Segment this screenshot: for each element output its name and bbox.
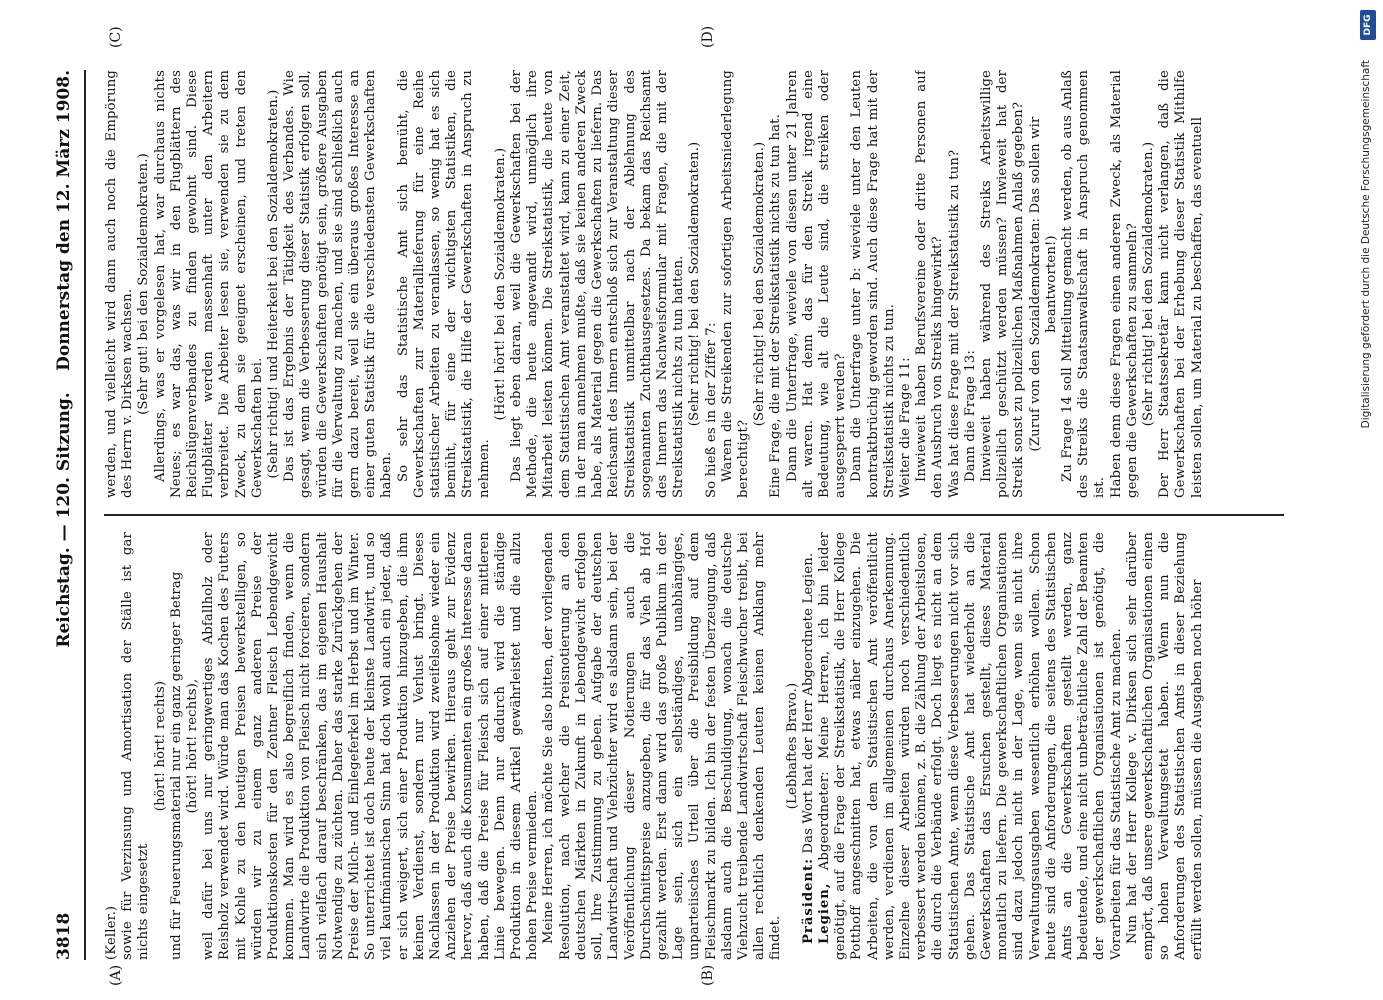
session-date: Donnerstag den 12. März 1908. xyxy=(54,70,74,371)
speaker-name: Präsident: xyxy=(800,857,816,944)
paragraph-text: Das ist das Ergebnis der Tätigkeit des Verbandes. Wie gesagt, wenn die Verbesserung dieser Statistik erfolgen soll, würden die Gewerkschaften genötigt sein, größere Ausgaben für die Verwaltung zu machen, und sie sind schließlich auch gern dazu bereit, weil sie ein überaus großes Interesse an einer guten Statistik für die verschiedensten Gewerkschaften haben. xyxy=(282,70,395,498)
paragraph xyxy=(282,70,395,498)
paragraph xyxy=(185,532,201,960)
paragraph-text: (Sehr richtig! bei den Sozialdemokraten.) xyxy=(687,141,703,427)
paragraph xyxy=(1141,70,1157,498)
paragraph-text: Nun hat der Herr Kollege v. Dirksen sich sehr darüber empört, daß unsere gewerkschaftlichen Organisationen einen so hohen Verwaltungsetat haben. Wenn nun die Anforderungen des Statistischen Amts in dieser Beziehung erfüllt werden sollen, müssen die Ausgaben noch höher xyxy=(1124,532,1205,960)
paragraph xyxy=(687,70,703,498)
paragraph xyxy=(785,70,850,498)
left-column xyxy=(104,532,1284,960)
paragraph-text: Waren die Streikenden zur sofortigen Arbeitsniederlegung berechtigt? xyxy=(719,70,751,498)
paragraph-text: Dann die Frage 13: xyxy=(962,350,978,482)
paragraph-text: Das liegt eben daran, weil die Gewerkschaften bei der Methode, die heute angewandt wird, unmöglich ihre Mitarbeit leisten können. Die Streikstatistik, die heute von dem Statistischen Amt veranstaltet wird, kann zu einer Zeit, in der man annehmen mußte, daß sie keinen anderen Zweck habe, als Material gegen die Gewerkschaften zu liefern. Das Reichsamt des Innern entschloß sich zur Veranstaltung dieser Streikstatistik unmittelbar nach der Ablehnung des sogenannten Zuchthausgesetzes. Da bekam das Reichsamt des Innern das Nachweisformular mit Fragen, die mit der Streikstatistik nichts zu tun hatten. xyxy=(509,70,687,498)
paragraph xyxy=(979,70,1028,498)
paragraph-text: (Keller.) xyxy=(104,905,119,960)
paragraph xyxy=(849,70,898,498)
paragraph-text: weil dafür bei uns nur geringwertiges Abfallholz oder Reisholz verwendet wird. Würde man das Kochen des Futters mit Kohle zu den heutigen Preisen bewerkstelligen, so würden wir zu einem ganz anderen Preise der Produktionskosten für den Zentner Fleisch Lebendgewicht kommen. Man wird es also begreiflich finden, wenn die Landwirte die Produktion von Fleisch nicht forcieren, sondern sich vielfach darauf beschränken, das im eigenen Haushalt Notwendige zu züchten. Daher das starke Zurückgehen der Preise der Milch- und Einlegeferkel im Herbst und im Winter. So unterrichtet ist doch heute der kleinste Landwirt, und so viel kaufmännischen Sinn hat doch wohl auch ein jeder, daß er sich weigert, sich einer Produktion hinzugeben, die ihm keinen Verdienst, sondern nur Verlust bringt. Dieses Nachlassen in der Produktion wird zweifelsohne wieder ein Anziehen der Preise bewirken. Hieraus geht zur Evidenz hervor, daß auch die Konsumenten ein großes Interesse daran haben, daß die Preise für Fleisch sich auf einer mittleren Linie bewegen. Denn nur dadurch wird die ständige Produktion in diesem Artikel gewährleistet und die allzu hohen Preise vermieden. xyxy=(201,532,541,960)
paragraph xyxy=(914,70,946,498)
paragraph xyxy=(1109,70,1141,498)
paragraph xyxy=(153,532,169,960)
paragraph-text: Was hat diese Frage mit der Streikstatistik zu tun? xyxy=(946,149,962,498)
paragraph-text: So hieß es in der Ziffer 7: xyxy=(703,322,719,498)
paragraph xyxy=(947,70,963,498)
right-column xyxy=(104,70,1284,498)
paragraph-text: Allerdings, was er vorgelesen hat, war durchaus nichts Neues; es war das, was wir in den Flugblättern des Reichslügenverbandes zu finden gewohnt sind. Diese Flugblätter werden massenhaft unter den Arbeitern verbreitet. Die Arbeiter lesen sie, verwenden sie zu dem Zweck, zu dem sie geeignet erscheinen, und treten den Gewerkschaften bei. xyxy=(152,70,265,498)
paragraph-text: (hört! hört! rechts), xyxy=(185,678,201,814)
paragraph-text: (Hört! hört! bei den Sozialdemokraten.) xyxy=(492,147,508,421)
paragraph xyxy=(266,70,282,498)
paragraph xyxy=(817,532,1125,960)
session-title: Reichstag. — 120. Sitzung. xyxy=(54,392,74,648)
paragraph xyxy=(104,70,136,498)
paragraph-text: Weiter die Frage 11: xyxy=(897,357,913,498)
paragraph xyxy=(396,70,493,498)
paragraph-text: (Zuruf von den Sozialdemokraten: Das sollen wir beantworten!) xyxy=(1027,116,1059,452)
margin-marker-c: (C) xyxy=(108,26,124,48)
paragraph xyxy=(963,70,979,498)
paragraph-text: (Sehr richtig! bei den Sozialdemokraten.) xyxy=(1141,141,1156,427)
paragraph xyxy=(509,70,687,498)
digitization-credit: Digitalisierung gefördert durch die Deutsche Forschungsgemeinschaft xyxy=(1360,60,1372,429)
column-divider xyxy=(104,514,1284,516)
paragraph-text: Dann die Unterfrage, wieviele von diesen unter 21 Jahren alt waren. Hat denn das für den Streik irgend eine Bedeutung, wie alt die Leute sind, die streiken oder ausgesperrt werden? xyxy=(784,70,849,498)
paragraph-text: Eine Frage, die mit der Streikstatistik nichts zu tun hat. xyxy=(768,114,784,498)
paragraph-text: und für Feuerungsmaterial nur ein ganz geringer Betrag xyxy=(168,571,184,960)
paragraph xyxy=(898,70,914,498)
paragraph xyxy=(541,532,784,960)
paragraph xyxy=(104,532,120,960)
paragraph-text: werden, und vielleicht wird dann auch noch die Empörung des Herrn v. Dirksen wachsen. xyxy=(104,70,136,498)
margin-marker-a: (A) xyxy=(108,964,124,986)
paragraph-text: (Sehr gut! bei den Sozialdemokraten.) xyxy=(136,153,152,415)
paragraph-text: Haben denn diese Fragen einen anderen Zweck, als Material gegen die Gewerkschaften zu sammeln? xyxy=(1108,70,1140,498)
paragraph xyxy=(1028,70,1060,498)
paragraph-text: Abgeordneter: Meine Herren, ich bin leider genötigt, auf die Frage der Streikstatistik, die Herr Kollege Potthoff angeschnitten hat, etwas näher einzugehen. Die Arbeiten, die von dem Statistischen Amt veröffentlicht werden, verdienen im allgemeinen durchaus Anerkennung. Einzelne dieser Arbeiten würden noch verschiedentlich verbessert werden können, z. B. die Zählung der Arbeitslosen, die durch die Verbände erfolgt. Doch liegt es nicht an dem Statistischen Amte, wenn diese Verbesserungen nicht vor sich gehen. Das Statistische Amt hat wiederholt an die Gewerkschaften das Ersuchen gestellt, dieses Material monatlich zu liefern. Die gewerkschaftlichen Organisationen sind dazu jedoch nicht in der Lage, wenn sie nicht ihre Verwaltungsausgaben wesentlich erhöhen wollen. Schon heute sind die Anforderungen, die seitens des Statistischen Amts an die Gewerkschaften gestellt werden, ganz bedeutende, und eine nicht unbeträchtliche Zahl der Beamten der gewerkschaftlichen Organisationen ist genötigt, die Vorarbeiten für das Statistische Amt zu machen. xyxy=(816,532,1124,960)
paragraph-text: (Sehr richtig! bei den Sozialdemokraten.) xyxy=(752,141,768,427)
paragraph xyxy=(169,532,185,960)
margin-marker-d: (D) xyxy=(700,25,716,48)
paragraph-text: (Lebhaftes Bravo.) xyxy=(784,682,800,810)
paragraph xyxy=(768,70,784,498)
paragraph xyxy=(201,532,541,960)
speaker-name: Legien, xyxy=(816,882,832,944)
paragraph-text: So sehr das Statistische Amt sich bemüht, die Gewerkschaften zur Materiallieferung für eine Reihe statistischer Arbeiten zu veranlassen, so wenig hat es sich bemüht, für eine der wichtigsten Statistiken, die Streikstatistik, die Hilfe der Gewerkschaften in Anspruch zu nehmen. xyxy=(395,70,492,498)
margin-marker-b: (B) xyxy=(700,964,716,986)
paragraph xyxy=(1125,532,1206,960)
paragraph xyxy=(704,70,720,498)
paragraph-text: Inwieweit haben während des Streiks Arbeitswillige polizeilich geschützt werden müssen? Inwieweit hat der Streik sonst zu polizeilichen Maßnahmen Anlaß gegeben? xyxy=(978,70,1027,498)
paragraph-text: (Sehr richtig! und Heiterkeit bei den Sozialdemokraten.) xyxy=(266,89,282,479)
paragraph xyxy=(120,532,152,960)
paragraph xyxy=(153,70,266,498)
paragraph-text: Zu Frage 14 soll Mitteilung gemacht werden, ob aus Anlaß des Streiks die Staatsanwaltschaft in Anspruch genommen ist. xyxy=(1059,70,1108,498)
paragraph-text: Meine Herren, ich möchte Sie also bitten, der vorliegenden Resolution, nach welcher die Preisnotierung an den deutschen Märkten in Zukunft in Lebendgewicht erfolgen soll, Ihre Zustimmung zu geben. Aufgabe der deutschen Landwirtschaft und Viehzüchter wird es alsdann sein, bei der Veröffentlichung dieser Notierungen auch die Durchschnittspreise anzugeben, die für das Vieh ab Hof gezahlt werden. Erst dann wird das große Publikum in der Lage sein, sich ein selbständiges, unabhängiges, unparteiisches Urteil über die Preisbildung auf dem Fleischmarkt zu bilden. Ich bin der festen Überzeugung, daß alsdann auch die Beschuldigung, wonach die deutsche Viehzucht treibende Landwirtschaft Fleischwucher treibt, bei allen rechtlich denkenden Leuten keinen Anklang mehr findet. xyxy=(541,532,784,960)
paragraph xyxy=(752,70,768,498)
paragraph xyxy=(1157,70,1206,498)
paragraph-text: Dann die Unterfrage unter b: wieviele unter den Leuten kontraktbrüchig geworden sind. Auch diese Frage hat mit der Streikstatistik nichts zu tun. xyxy=(849,70,897,498)
paragraph xyxy=(801,532,817,960)
page-header xyxy=(50,70,86,960)
paragraph-text: Inwieweit haben Berufsvereine oder dritte Personen auf den Ausbruch von Streiks hingewirkt? xyxy=(914,70,946,498)
paragraph xyxy=(720,70,752,498)
dfg-logo: DFG xyxy=(1360,10,1376,40)
paragraph-text: sowie für Verzinsung und Amortisation der Ställe ist gar nichts eingesetzt xyxy=(120,532,152,960)
paragraph-text: Das Wort hat der Herr Abgeordnete Legien. xyxy=(800,552,816,858)
paragraph xyxy=(785,532,801,960)
paragraph xyxy=(493,70,509,498)
paragraph-text: Der Herr Staatssekretär kann nicht verlangen, daß die Gewerkschaften bei der Erhebung dieser Statistik Mithilfe leisten sollen, um Material zu beschaffen, das eventuell xyxy=(1157,70,1205,498)
paragraph xyxy=(136,70,152,498)
paragraph-text: (hört! hört! rechts) xyxy=(152,680,168,812)
page-number: 3818 xyxy=(54,912,74,960)
paragraph xyxy=(1060,70,1109,498)
